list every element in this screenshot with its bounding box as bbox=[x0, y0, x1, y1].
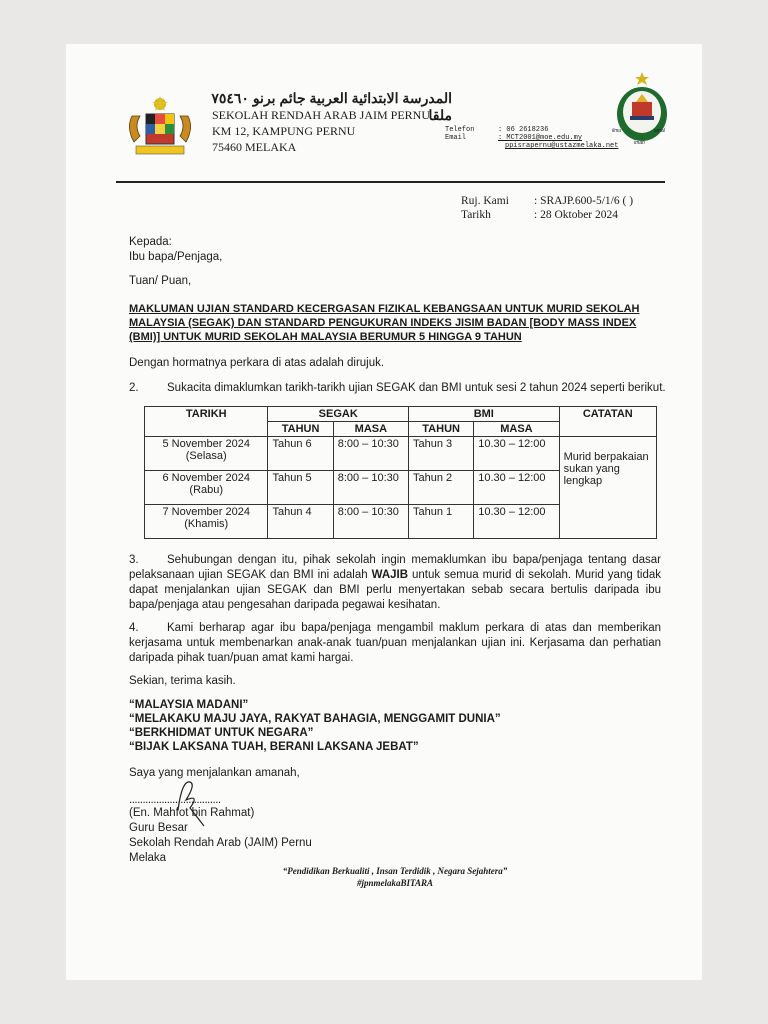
signatory-name: (En. Mahfot bin Rahmat) bbox=[129, 807, 255, 819]
cell-segak-masa: 8:00 – 10:30 bbox=[333, 471, 408, 505]
day-text: (Selasa) bbox=[185, 450, 227, 462]
cell-segak-tahun: Tahun 6 bbox=[268, 437, 333, 471]
footer-slogan: “Pendidikan Berkualiti , Insan Terdidik , Negara Sejahtera” bbox=[282, 866, 508, 876]
motto-2: “MELAKAKU MAJU JAYA, RAKYAT BAHAGIA, MENGGAMIT DUNIA” bbox=[129, 713, 501, 725]
paragraph-3 bbox=[129, 553, 661, 613]
motto-1: “MALAYSIA MADANI” bbox=[129, 699, 249, 711]
logo-text-ilmu: ilmu bbox=[612, 128, 622, 134]
paragraph-1: Dengan hormatnya perkara di atas adalah dirujuk. bbox=[129, 357, 385, 369]
kepada: Kepada: bbox=[129, 236, 172, 248]
subject-line-1: MAKLUMAN UJIAN STANDARD KECERGASAN FIZIKAL KEBANGSAAN UNTUK MURID SEKOLAH bbox=[129, 303, 640, 315]
th-tarikh: TARIKH bbox=[145, 407, 268, 437]
email-value: : MCT2001@moe.edu.my bbox=[498, 134, 583, 142]
motto-3: “BERKHIDMAT UNTUK NEGARA” bbox=[129, 727, 314, 739]
subject-line-2: MALAYSIA (SEGAK) DAN STANDARD PENGUKURAN INDEKS JISIM BADAN [BODY MASS INDEX bbox=[129, 317, 637, 329]
paragraph-3-number: 3. bbox=[129, 554, 139, 566]
cell-bmi-masa: 10.30 – 12:00 bbox=[474, 505, 559, 539]
telefon-value: : 06 2618236 bbox=[498, 126, 549, 134]
th-bmi: BMI bbox=[409, 407, 560, 422]
signatory-place: Melaka bbox=[129, 852, 167, 864]
cell-bmi-tahun: Tahun 3 bbox=[409, 437, 474, 471]
cell-catatan: Murid berpakaian sukan yang lengkap bbox=[559, 437, 656, 539]
cell-date bbox=[145, 471, 268, 505]
school-name: SEKOLAH RENDAH ARAB JAIM PERNU bbox=[212, 108, 431, 122]
mottos bbox=[129, 698, 501, 754]
paragraph-3-part-b: untuk semua murid di sekolah. Murid yang tidak dapat menjalankan ujian SEGAK dan BMI perlu menyertakan sebab secara bertulis daripada ibu bapa/penjaga atau pengesahan daripada pegawai kesihatan. bbox=[129, 569, 661, 611]
cell-bmi-tahun: Tahun 1 bbox=[409, 505, 474, 539]
cell-segak-masa: 8:00 – 10:30 bbox=[333, 505, 408, 539]
amanah: Saya yang menjalankan amanah, bbox=[129, 767, 300, 779]
cell-bmi-masa: 10.30 – 12:00 bbox=[474, 471, 559, 505]
cell-segak-tahun: Tahun 5 bbox=[268, 471, 333, 505]
th-segak-masa: MASA bbox=[333, 422, 408, 437]
paragraph-3-part-a: Sehubungan dengan itu, pihak sekolah ingin memaklumkan ibu bapa/penjaga tentang dasar pelaksanaan ujian SEGAK dan BMI ini adalah bbox=[129, 554, 661, 581]
motto-4: “BIJAK LAKSANA TUAH, BERANI LAKSANA JEBAT” bbox=[129, 741, 419, 753]
paragraph-2-number: 2. bbox=[129, 382, 139, 394]
signatory-title: Guru Besar bbox=[129, 822, 188, 834]
email-label: Email bbox=[445, 134, 467, 142]
table-row bbox=[145, 437, 657, 471]
coat-of-arms-logo bbox=[122, 94, 198, 160]
tarikh-label: Tarikh bbox=[461, 209, 491, 221]
th-catatan: CATATAN bbox=[559, 407, 656, 437]
paragraph-4-number: 4. bbox=[129, 622, 139, 634]
ibubapa: Ibu bapa/Penjaga, bbox=[129, 251, 223, 263]
address-line-2: 75460 MELAKA bbox=[212, 140, 297, 154]
footer-hashtag: #jpnmelakaBITARA bbox=[356, 878, 434, 888]
th-bmi-tahun: TAHUN bbox=[409, 422, 474, 437]
address-line-1: KM 12, KAMPUNG PERNU bbox=[212, 124, 356, 138]
day-text: (Rabu) bbox=[189, 484, 224, 496]
schedule-table bbox=[144, 406, 657, 539]
signature-line: .................................. bbox=[129, 794, 221, 806]
header-divider bbox=[116, 181, 665, 183]
telefon-label: Telefon bbox=[445, 126, 475, 134]
ruj-label: Ruj. Kami bbox=[461, 195, 509, 207]
th-segak-tahun: TAHUN bbox=[268, 422, 333, 437]
th-bmi-masa: MASA bbox=[474, 422, 559, 437]
date-text: 6 November 2024 bbox=[162, 472, 250, 484]
table-header-row bbox=[145, 407, 657, 422]
arabic-school-name: المدرسة الابتدائية العربية جائم برنو ٧٥٤٦٠ ملقا bbox=[211, 90, 452, 123]
date-text: 7 November 2024 bbox=[162, 506, 250, 518]
paragraph-4: Kami berharap agar ibu bapa/penjaga mengambil maklum perkara di atas dan memberikan kerjasama untuk membenarkan anak-anak tuan/puan menjalankan ujian ini. Kerjasama dan perhatian daripada pihak tuan/puan amat kami hargai. bbox=[129, 622, 661, 664]
cell-date bbox=[145, 437, 268, 471]
signatory-school: Sekolah Rendah Arab (JAIM) Pernu bbox=[129, 837, 312, 849]
email-value-2: ppisrapernu@ustazmelaka.net bbox=[505, 142, 619, 150]
subject-line-3: (BMI)] UNTUK MURID SEKOLAH MALAYSIA BERUMUR 5 HINGGA 9 TAHUN bbox=[129, 331, 522, 343]
salutation: Tuan/ Puan, bbox=[129, 275, 192, 287]
closing: Sekian, terima kasih. bbox=[129, 675, 236, 687]
paragraph-2: Sukacita dimaklumkan tarikh-tarikh ujian SEGAK dan BMI untuk sesi 2 tahun 2024 seperti berikut. bbox=[167, 382, 666, 394]
day-text: (Khamis) bbox=[184, 518, 229, 530]
cell-bmi-tahun: Tahun 2 bbox=[409, 471, 474, 505]
cell-bmi-masa: 10.30 – 12:00 bbox=[474, 437, 559, 471]
tarikh-value: : 28 Oktober 2024 bbox=[534, 209, 619, 221]
logo-text-iman: iman bbox=[634, 140, 645, 146]
ruj-value: : SRAJP.600-5/1/6 ( ) bbox=[534, 195, 634, 207]
paragraph-3-wajib: WAJIB bbox=[371, 569, 409, 581]
cell-segak-tahun: Tahun 4 bbox=[268, 505, 333, 539]
logo-text-amal: amal bbox=[654, 128, 665, 134]
date-text: 5 November 2024 bbox=[162, 438, 250, 450]
cell-segak-masa: 8:00 – 10:30 bbox=[333, 437, 408, 471]
cell-date bbox=[145, 505, 268, 539]
th-segak: SEGAK bbox=[268, 407, 409, 422]
